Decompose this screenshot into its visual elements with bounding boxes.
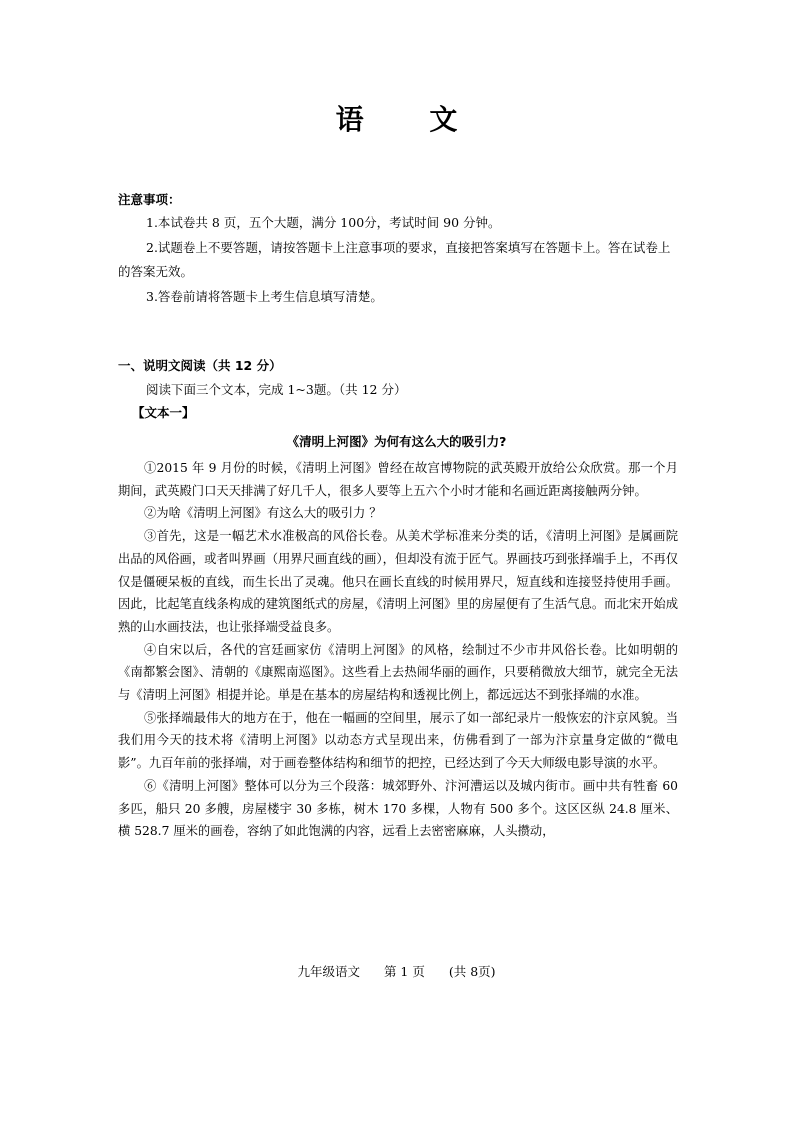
notice-item: 2.试题卷上不要答题，请按答题卡上注意事项的要求，直接把答案填写在答题卡上。答在试卷上的答案无效。: [118, 239, 671, 279]
article-paragraph: ①2015 年 9 月份的时候，《清明上河图》曾经在故宫博物院的武英殿开放给公众欣赏。那一个月期间，武英殿门口天天排满了好几千人，很多人要等上五六个小时才能和名画近距离接触两分钟。: [118, 461, 678, 498]
notice-heading: 注意事项：: [118, 192, 181, 207]
section-intro: 阅读下面三个文本，完成 1~3题。（共 12 分）: [146, 382, 407, 397]
article-body: [118, 457, 678, 843]
article-paragraph: ②为啥《清明上河图》有这么大的吸引力 ？: [144, 506, 382, 521]
notice-item: 1.本试卷共 8 页，五个大题，满分 100分，考试时间 90 分钟。: [146, 215, 501, 230]
section-heading: 一、说明文阅读（共 12 分）: [118, 358, 282, 373]
page-footer: [0, 962, 793, 980]
page-title: 语 文: [335, 103, 486, 136]
article-paragraph: ④自宋以后，各代的宫廷画家仿《清明上河图》的风格，绘制过不少市井风俗长卷。比如明朝的《南都繁会图》、清朝的《康熙南巡图》。这些看上去热闹华丽的画作，只要稍微放大细节，就完全无法与《清明上河图》相提并论。単是在基本的房屋结构和透视比例上，都远远达不到张择端的水准。: [118, 642, 678, 703]
notice-item: 3.答卷前请将答题卡上考生信息填写清楚。: [146, 288, 383, 304]
article-paragraph: ③首先，这是一幅艺术水准极高的风俗长卷。从美术学标准来分类的话，《清明上河图》是属画院出品的风俗画，或者叫界画（用界尺画直线的画），但却没有流于匠气。界画技巧到张择端手上，不再仅仅是僵硬呆板的直线，而生长出了灵魂。他只在画长直线的时候用界尺，短直线和连接竖持使用手画。因此，比起笔直线条构成的建筑图纸式的房屋，《清明上河图》里的房屋便有了生活气息。而北宋开始成熟的山水画技法，也让张择端受益良多。: [118, 529, 678, 634]
article-paragraph: ⑥《清明上河图》整体可以分为三个段落：城郊野外、汴河漕运以及城内街市。画中共有牲畜 60 多匹，船只 20 多艘，房屋楼宇 30 多栋，树木 170 多棵，人物有 500 多个。这区区纵 24.8 厘米、横 528.7 厘米的画卷，容纳了如此饱满的内容，远看上去密密麻麻，人头攒动，: [118, 778, 678, 839]
article-title: 《清明上河图》为何有这么大的吸引力?: [286, 434, 507, 449]
footer-subject: 九年级语文: [297, 964, 360, 979]
footer-total-pages: (共 8页): [448, 964, 496, 979]
text-label: 【文本一】: [132, 405, 195, 420]
notice-list: [118, 211, 678, 309]
article-paragraph: ⑤张择端最伟大的地方在于，他在一幅画的空间里，展示了如一部纪录片一般恢宏的汴京风貌。当我们用今天的技术将《清明上河图》以动态方式呈现出来，仿佛看到了一部为汴京量身定做的“微电影”。九百年前的张择端，对于画卷整体结构和细节的把控，已经达到了今天大师级电影导演的水平。: [118, 710, 678, 771]
footer-page-number: 第 1 页: [383, 964, 425, 979]
